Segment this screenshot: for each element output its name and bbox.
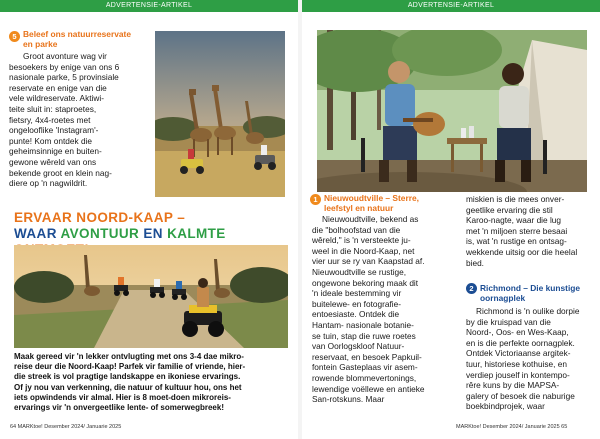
banner-label-right: ADVERTENSIE-ARTIKEL — [407, 2, 495, 9]
caption-line: iets opwindends vir almal. Hier is 8 moet-doen mikroreis- — [14, 392, 231, 402]
section-1-line: Nieuwoudtville, bekend as — [322, 214, 419, 224]
section-5-title-line-1: Beleef ons natuurreservate — [23, 29, 131, 39]
advertorial-banner-right — [302, 0, 600, 12]
continuation-line: miskien is die mees onver- — [466, 194, 565, 204]
section-1-title-line-1: Nieuwoudtville – Sterre, — [324, 193, 419, 203]
section-number-badge-1: 1 — [310, 194, 321, 205]
section-2-line: Richmond is 'n oulike dorpie — [476, 306, 580, 316]
headline-word-en: EN — [139, 226, 168, 241]
section-5-line: gewone wêreld van ons — [9, 156, 97, 167]
section-number-badge-2: 2 — [466, 283, 477, 294]
section-1-line: Nieuwoudtville se rustige, — [312, 266, 407, 277]
section-1-line: weel in die Noord-Kaap, net — [312, 245, 415, 256]
section-1-title — [324, 193, 464, 213]
section-5-line: bekende groot en klein nag- — [9, 167, 112, 178]
section-1-line: entoesiaste. Ontdek die — [312, 309, 400, 320]
quad-bike-illustration — [14, 245, 288, 348]
section-5-line: reservate en enige van die — [9, 82, 107, 93]
giraffe-safari-photo — [155, 31, 285, 197]
continuation-line: geetlike ervaring die stil — [466, 204, 553, 215]
section-5-line: besoekers by enige van ons 6 — [9, 61, 120, 72]
continuation-line: is, wat 'n rustige en ontsag- — [466, 236, 567, 247]
section-2-line: rêre kuns by die MAPSA- — [466, 380, 560, 391]
section-2-line: en is die perfekte oornagplek. — [466, 337, 575, 348]
section-1-line: vier uur se ry van Kaapstad af. — [312, 256, 425, 267]
section-1-line: ongewone bekoring maak dit — [312, 277, 419, 288]
section-5-line: vele wildreservate. Aktiwi- — [9, 93, 104, 104]
banner-label-left: ADVERTENSIE-ARTIKEL — [105, 2, 193, 9]
section-2-title-line-1: Richmond – Die kunstige — [480, 283, 581, 293]
section-5-line: fietsry, 4x4-roetes met — [9, 114, 91, 125]
headline-line-1: ERVAAR NOORD-KAAP – — [14, 210, 186, 225]
caption-line: reise deur die Noord-Kaap! Parfek vir familie of vriende, hier- — [14, 362, 246, 372]
section-1-line: reservaat, en besoek Papkuil- — [312, 351, 422, 362]
section-5-line: geheimsinnige en buiten- — [9, 146, 102, 157]
section-5-line: ongelooflike 'Instagram'- — [9, 125, 99, 136]
section-number-badge-5: 5 — [9, 31, 20, 42]
section-1-line: lewendige voëllewe en antieke — [312, 383, 425, 394]
intro-caption — [14, 352, 288, 413]
guitar-camp-illustration — [317, 30, 587, 192]
section-1-line: van Oorlogskloof Natuur- — [312, 341, 405, 352]
quad-bike-photo — [14, 245, 288, 348]
section-2-line: Ontdek Victoriaanse argitek- — [466, 348, 571, 359]
continuation-line: Karoo-nagte, waar die lug — [466, 215, 562, 226]
headline-word-avontuur: AVONTUUR — [60, 226, 140, 241]
section-5-line: Groot avonture wag vir — [23, 51, 107, 61]
headline-word-waar: WAAR — [14, 226, 61, 241]
section-2-body — [466, 306, 594, 412]
section-1-line: Hantam- nasionale botanie- — [312, 319, 414, 330]
section-5-title — [23, 29, 158, 49]
page-gutter — [298, 0, 302, 439]
footer-left: 64 MARKtoe! Desember 2024/ Januarie 2025 — [10, 424, 122, 430]
section-2-title-line-2: oornagplek — [480, 293, 526, 303]
guitar-tent-photo — [317, 30, 587, 192]
section-1-line: San-rotskuns. Maar — [312, 394, 385, 405]
section-2-line: verdiep jouself in kontempo- — [466, 369, 570, 380]
caption-line: ervarings vir 'n onvergeetlike lente- of somerwegbreek! — [14, 403, 224, 413]
section-2-line: by die kruispad van die — [466, 316, 551, 327]
caption-line: Of jy nou van verkenning, die natuur of kultuur hou, ons het — [14, 382, 242, 392]
giraffe-safari-illustration — [155, 31, 285, 197]
section-1-body — [312, 214, 460, 405]
section-2-title — [480, 283, 594, 303]
continuation-line: bied. — [466, 257, 484, 268]
caption-line: die streek is vol pragtige landskappe en ikoniese ervarings. — [14, 372, 241, 382]
section-5-line: punte! Kom ontdek die — [9, 135, 93, 146]
section-1-line: se tuin, stap die ruwe roetes — [312, 330, 416, 341]
section-5-line: nasionale parke, 5 provinsiale — [9, 72, 119, 83]
section-2-line: tuur, historiese kothuise, en — [466, 358, 568, 369]
section-5-line: diere op 'n nagwildrit. — [9, 178, 88, 189]
section-2-line: boekbindprojek, waar — [466, 401, 545, 412]
section-1-line: die "bolhoofstad van die — [312, 224, 401, 235]
section-5-body — [9, 51, 155, 189]
section-2-line: galery of besoek die naburige — [466, 390, 575, 401]
continuation-line: met 'n miljoen sterre besaai — [466, 225, 568, 236]
section-1-line: buitelewe- en fotografie- — [312, 298, 402, 309]
continuation-line: wekkende uitsig oor die heelal — [466, 246, 578, 257]
section-1-line: rowende blommevertonings, — [312, 372, 417, 383]
section-1-line: fontein Gasteplaas vir asem- — [312, 362, 418, 373]
section-5-title-line-2: en parke — [23, 39, 58, 49]
section-1-continuation — [466, 194, 592, 268]
footer-right: MARKtoe! Desember 2024/ Januarie 2025 65 — [456, 424, 568, 430]
section-1-line: wêreld," is 'n versteekte ju- — [312, 235, 411, 246]
headline-word-kalmte: KALMTE — [167, 226, 226, 241]
section-5-line: teite sluit in: staproetes, — [9, 103, 97, 114]
advertorial-banner-left — [0, 0, 298, 12]
section-2-line: Noord-, Oos- en Wes-Kaap, — [466, 327, 569, 338]
caption-line: Maak gereed vir 'n lekker ontvlugting met ons 3-4 dae mikro- — [14, 352, 244, 361]
section-1-line: 'n ideale bestemming vir — [312, 288, 402, 299]
section-1-title-line-2: leefstyl en natuur — [324, 203, 394, 213]
